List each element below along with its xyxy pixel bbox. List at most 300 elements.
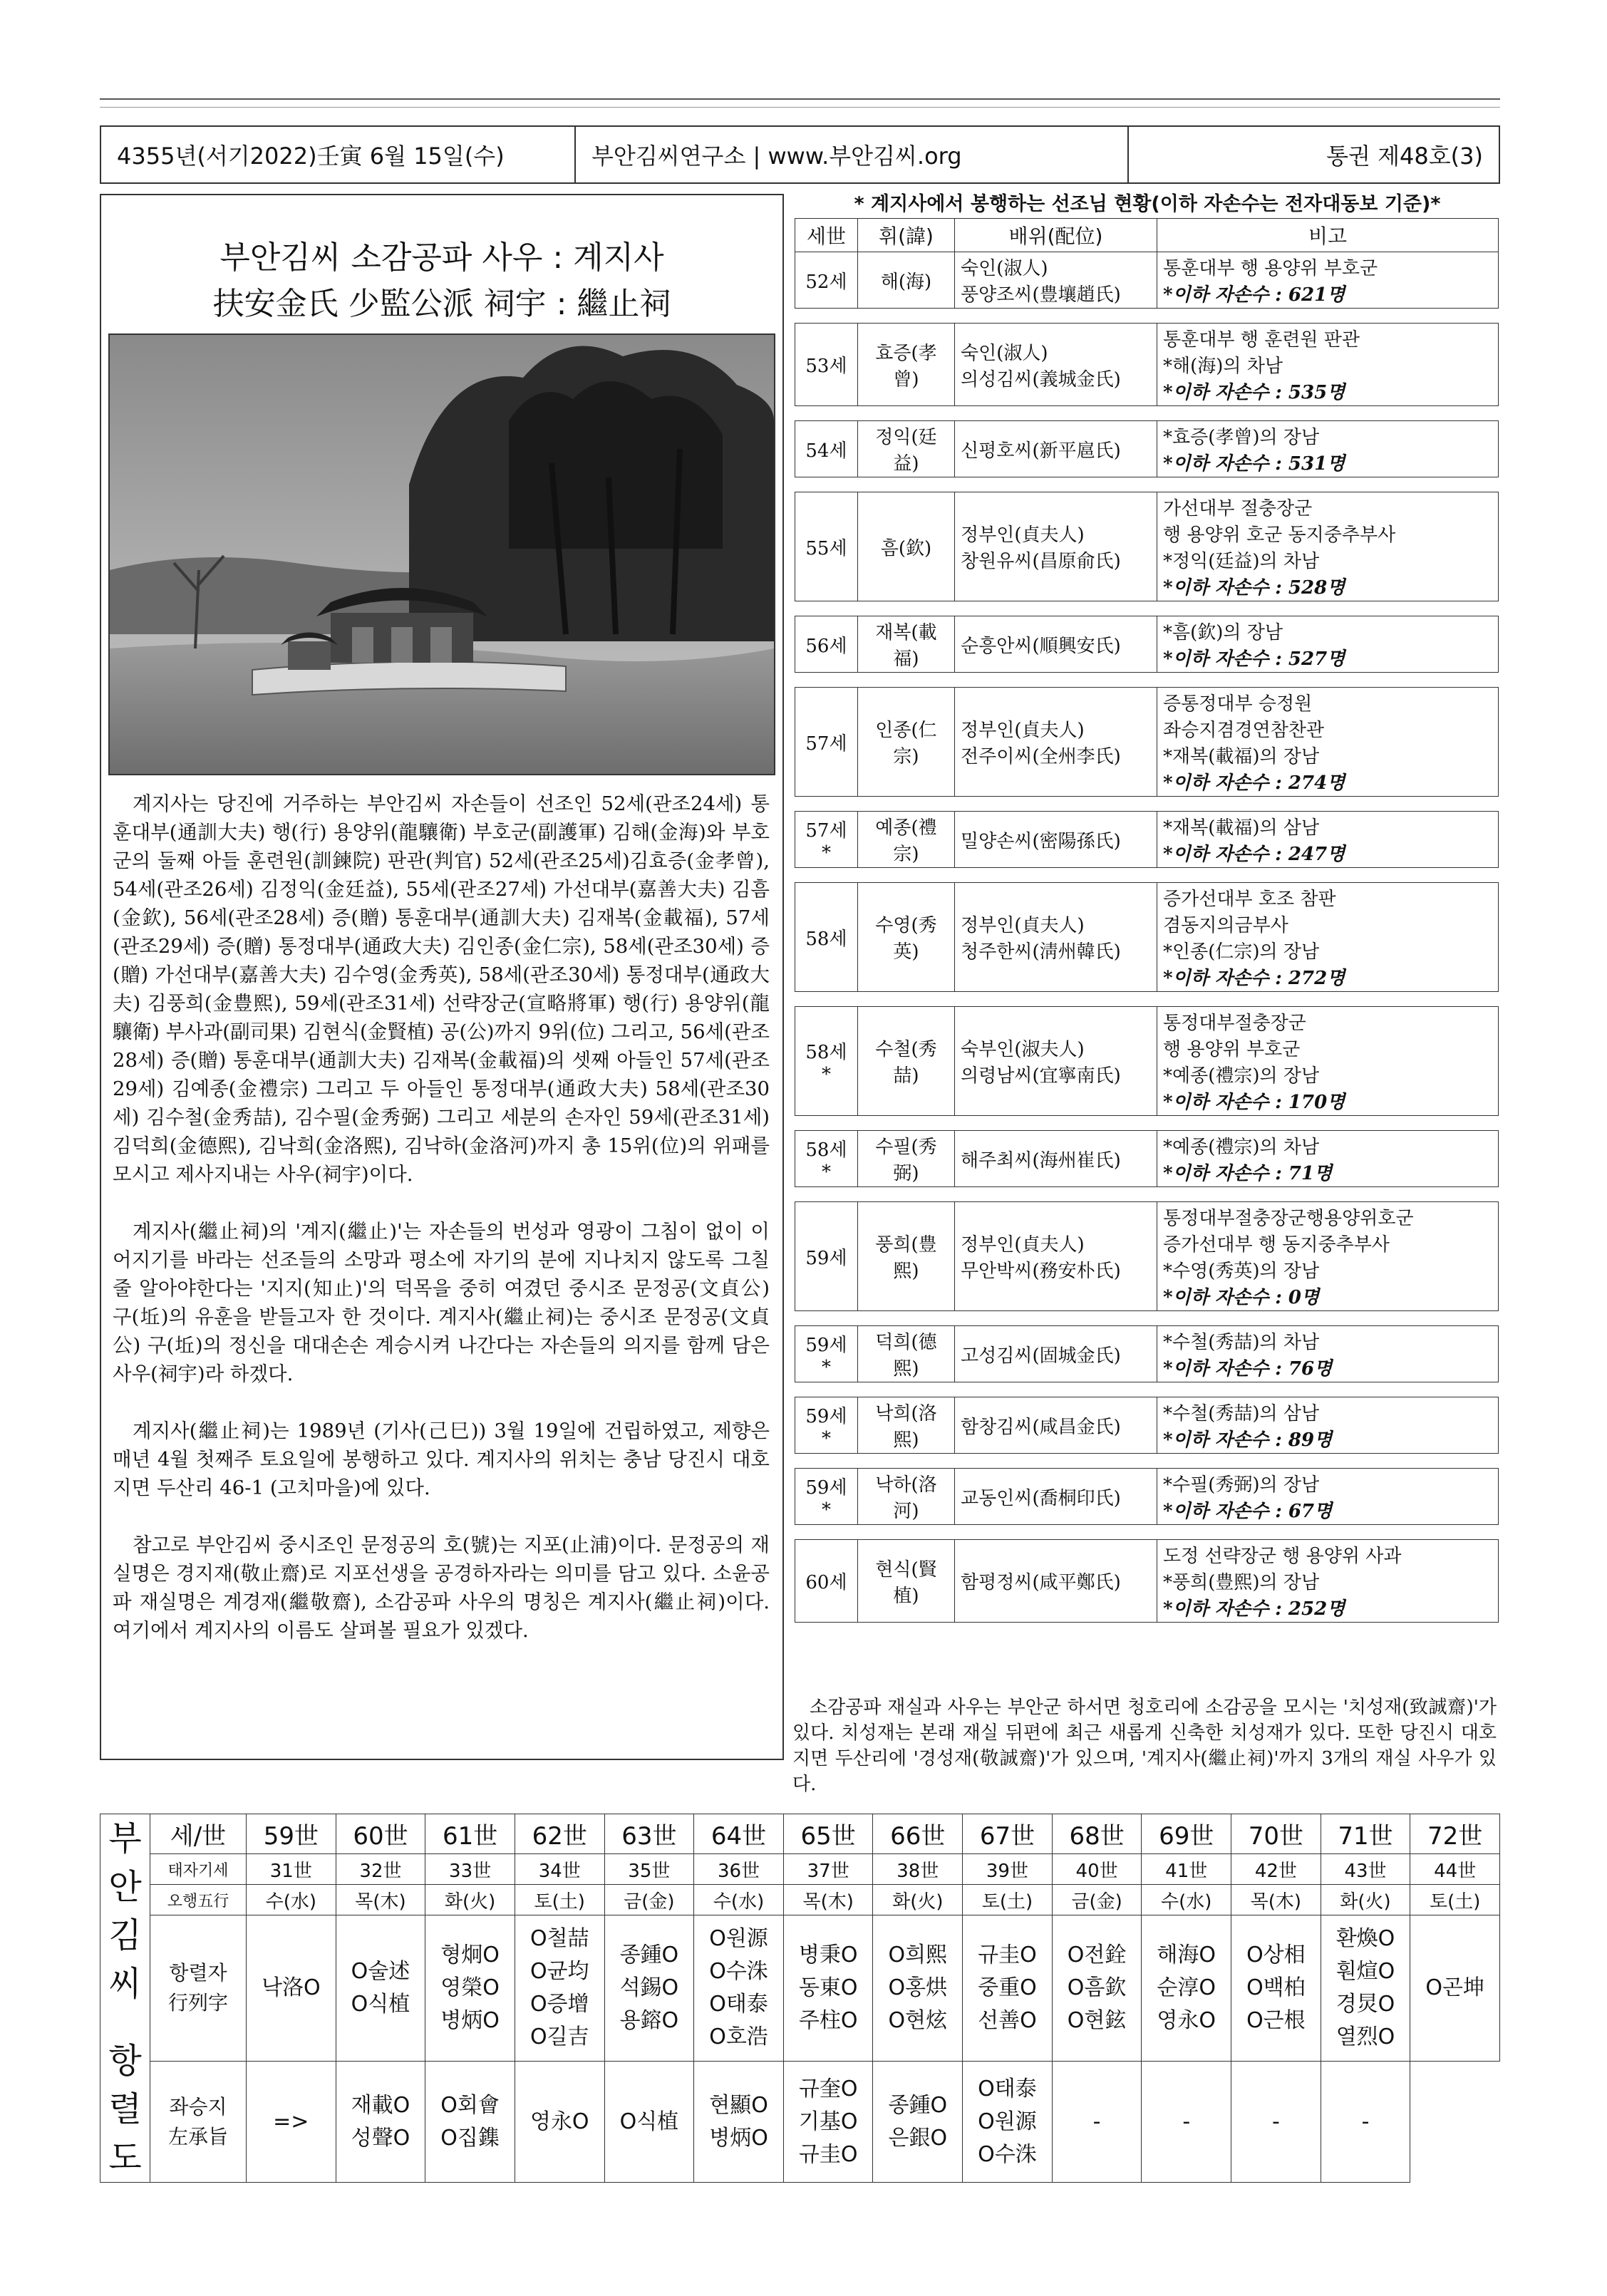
gen-cell: 57세* bbox=[795, 812, 858, 868]
name-cell: 수필(秀弼) bbox=[858, 1131, 955, 1187]
note-line: 행 용양위 호군 동지중추부사 bbox=[1163, 524, 1396, 546]
hang-cell bbox=[1231, 1915, 1321, 2062]
table-row bbox=[795, 1131, 1499, 1187]
hang-char: 중重O bbox=[978, 1975, 1037, 2001]
hang-cell bbox=[515, 1915, 604, 2062]
table-header-row bbox=[795, 219, 1499, 252]
hang-char: O흠欽 bbox=[1067, 1975, 1127, 2001]
spacer-cell bbox=[858, 601, 955, 616]
spacer-cell bbox=[858, 1454, 955, 1469]
note-cell bbox=[1157, 1397, 1499, 1454]
col-name: 휘(諱) bbox=[858, 219, 955, 252]
spacer-cell bbox=[1157, 673, 1499, 688]
spacer-cell bbox=[955, 406, 1157, 421]
jwa-char: - bbox=[1182, 2109, 1191, 2134]
spacer-cell bbox=[795, 406, 858, 421]
gen-cell: 56세 bbox=[795, 616, 858, 673]
gen-row-ohaeng bbox=[100, 1885, 1500, 1915]
jwa-char: 현顯O bbox=[709, 2092, 768, 2118]
note-line: *인종(仁宗)의 장남 bbox=[1163, 941, 1320, 963]
spacer-cell bbox=[1157, 477, 1499, 492]
taeja-cell: 31世 bbox=[247, 1854, 336, 1885]
gen-head: 64世 bbox=[694, 1814, 784, 1854]
spacer-cell bbox=[955, 1454, 1157, 1469]
table-row bbox=[795, 492, 1499, 601]
ohaeng-cell: 토(土) bbox=[1410, 1885, 1500, 1915]
gen-head: 72世 bbox=[1410, 1814, 1500, 1854]
spouse-line: 무안박씨(務安朴氏) bbox=[961, 1261, 1121, 1282]
row-spacer bbox=[795, 1454, 1499, 1469]
spouse-line: 의성김씨(義城金氏) bbox=[961, 368, 1121, 391]
name-cell: 흠(欽) bbox=[858, 492, 955, 601]
spacer-cell bbox=[955, 601, 1157, 616]
article-subtitle: 扶安金氏 少監公派 祠宇 : 繼止祠 bbox=[212, 286, 671, 322]
gen-cell: 53세 bbox=[795, 324, 858, 406]
row-spacer bbox=[795, 1525, 1499, 1540]
spacer-cell bbox=[955, 992, 1157, 1007]
spacer-cell bbox=[795, 1187, 858, 1202]
note-cell bbox=[1157, 812, 1499, 868]
descendant-count: *이하 자손수 : 247명 bbox=[1163, 844, 1345, 865]
note-cell bbox=[1157, 883, 1499, 992]
jwa-label bbox=[150, 2062, 247, 2183]
jwa-cell bbox=[783, 2062, 873, 2183]
spacer-cell bbox=[955, 868, 1157, 883]
hang-char: 환煥O bbox=[1335, 1926, 1395, 1952]
hang-cell bbox=[1321, 1915, 1410, 2062]
hang-cell bbox=[604, 1915, 694, 2062]
gen-cell: 59세* bbox=[795, 1397, 858, 1454]
hang-label-line: 行列字 bbox=[167, 1991, 228, 2015]
taeja-cell: 38世 bbox=[873, 1854, 963, 1885]
spacer-cell bbox=[858, 1116, 955, 1131]
row-spacer bbox=[795, 1311, 1499, 1326]
name-cell: 정익(廷益) bbox=[858, 421, 955, 477]
note-line: 증가선대부 호조 참판 bbox=[1163, 889, 1336, 910]
jwa-char: - bbox=[1092, 2109, 1101, 2134]
ohaeng-cell: 목(木) bbox=[336, 1885, 425, 1915]
header-issue: 통권 제48호(3) bbox=[1326, 143, 1483, 170]
jwa-char: 병炳O bbox=[709, 2125, 768, 2151]
hang-char: 영榮O bbox=[440, 1975, 500, 2001]
note-line: *효증(孝曾)의 장남 bbox=[1163, 427, 1320, 448]
shrine-photo bbox=[108, 333, 775, 775]
jwa-cell bbox=[873, 2062, 963, 2183]
jwa-char: O회會 bbox=[440, 2092, 500, 2118]
taeja-cell: 34世 bbox=[515, 1854, 604, 1885]
hang-char: O백柏 bbox=[1246, 1975, 1306, 2001]
descendant-count: *이하 자손수 : 71명 bbox=[1163, 1163, 1333, 1184]
hang-char: O증增 bbox=[529, 1992, 589, 2017]
name-cell: 수철(秀喆) bbox=[858, 1007, 955, 1116]
table-row bbox=[795, 1326, 1499, 1382]
hang-char: 해海O bbox=[1157, 1943, 1216, 1968]
gen-head-label: 세/世 bbox=[150, 1814, 247, 1854]
note-cell bbox=[1157, 1202, 1499, 1311]
spacer-cell bbox=[858, 868, 955, 883]
article-paragraph: 계지사(繼止祠)는 1989년 (기사(己巳)) 3월 19일에 건립하였고, 제향은 매년 4월 첫째주 토요일에 봉행하고 있다. 계지사의 위치는 충남 당진시 대호지면 두산리 46-1 (고치마을)에 있다. bbox=[113, 1420, 770, 1499]
name-cell: 낙하(洛河) bbox=[858, 1469, 955, 1525]
hang-char: O홍烘 bbox=[888, 1975, 948, 2001]
jwa-char: - bbox=[1361, 2109, 1370, 2134]
table-row bbox=[795, 421, 1499, 477]
spouse-cell bbox=[955, 1469, 1157, 1525]
hang-cell bbox=[336, 1915, 425, 2062]
descendant-count: *이하 자손수 : 89명 bbox=[1163, 1429, 1333, 1451]
spacer-cell bbox=[858, 673, 955, 688]
jwa-cell bbox=[515, 2062, 604, 2183]
ancestors-table bbox=[795, 218, 1499, 1623]
spouse-line: 순흥안씨(順興安氏) bbox=[961, 635, 1121, 657]
shrine-photo-illustration bbox=[110, 335, 774, 774]
ohaeng-cell: 화(火) bbox=[1321, 1885, 1410, 1915]
jwa-cell bbox=[1052, 2062, 1142, 2183]
spacer-cell bbox=[858, 1525, 955, 1540]
spouse-line: 정부인(貞夫人) bbox=[961, 720, 1085, 741]
gen-cell: 59세 bbox=[795, 1202, 858, 1311]
descendant-count: *이하 자손수 : 252명 bbox=[1163, 1598, 1345, 1620]
hang-char: O술述 bbox=[351, 1959, 410, 1985]
gen-row-hang bbox=[100, 1915, 1500, 2062]
hang-char: 영永O bbox=[1157, 2008, 1216, 2034]
spouse-line: 함평정씨(咸平鄭氏) bbox=[961, 1572, 1121, 1593]
row-spacer bbox=[795, 601, 1499, 616]
spacer-cell bbox=[795, 1311, 858, 1326]
descendant-count: *이하 자손수 : 0명 bbox=[1163, 1287, 1320, 1308]
row-spacer bbox=[795, 673, 1499, 688]
row-spacer bbox=[795, 1187, 1499, 1202]
spacer-cell bbox=[1157, 1382, 1499, 1397]
row-spacer bbox=[795, 1116, 1499, 1131]
side-char: 도 bbox=[108, 2138, 142, 2178]
spacer-cell bbox=[795, 1116, 858, 1131]
hang-char: O수洙 bbox=[709, 1959, 768, 1985]
taeja-cell: 42世 bbox=[1231, 1854, 1321, 1885]
note-line: 도정 선략장군 행 용양위 사과 bbox=[1163, 1546, 1402, 1567]
spacer-cell bbox=[795, 992, 858, 1007]
hang-cell bbox=[425, 1915, 515, 2062]
article-paragraph: 계지사(繼止祠)의 '계지(繼止)'는 자손들의 번성과 영광이 그침이 없이 이어지기를 바라는 선조들의 소망과 평소에 자기의 분에 지나치지 않도록 그칠 줄 알아야한다는 '지지(知止)'의 덕목을 중히 여겼던 중시조 문정공(文貞公) 구(坵)의 유훈을 받들고자 한 것이다. 계지사(繼止祠)는 중시조 문정공(文貞公) 구(坵)의 정신을 대대손손 계승시켜 나간다는 자손들의 의지를 함께 담은 사우(祠宇)라 하겠다. bbox=[113, 1220, 770, 1385]
gen-cell: 60세 bbox=[795, 1540, 858, 1623]
side-char: 안 bbox=[108, 1867, 142, 1907]
jwa-cell bbox=[247, 2062, 336, 2183]
jwa-cell bbox=[604, 2062, 694, 2183]
hang-char: O전銓 bbox=[1067, 1943, 1127, 1968]
jwa-cell bbox=[1231, 2062, 1321, 2183]
spouse-cell bbox=[955, 1007, 1157, 1116]
page-header bbox=[100, 125, 1500, 184]
note-cell bbox=[1157, 324, 1499, 406]
spacer-cell bbox=[795, 868, 858, 883]
descendant-count: *이하 자손수 : 272명 bbox=[1163, 968, 1345, 989]
descendant-count: *이하 자손수 : 531명 bbox=[1163, 453, 1345, 475]
table-row bbox=[795, 324, 1499, 406]
jwa-cell bbox=[1321, 2062, 1410, 2183]
jwa-char: => bbox=[273, 2109, 309, 2134]
spouse-line: 신평호씨(新平扈氏) bbox=[961, 440, 1121, 462]
spouse-line: 정부인(貞夫人) bbox=[961, 915, 1085, 936]
jwa-char: O태泰 bbox=[978, 2076, 1037, 2101]
gen-head: 59世 bbox=[247, 1814, 336, 1854]
spacer-cell bbox=[795, 797, 858, 812]
spouse-cell bbox=[955, 1326, 1157, 1382]
jwa-cell bbox=[1142, 2062, 1231, 2183]
spacer-cell bbox=[1157, 1187, 1499, 1202]
spouse-line: 해주최씨(海州崔氏) bbox=[961, 1149, 1121, 1172]
taeja-cell: 41世 bbox=[1142, 1854, 1231, 1885]
gen-row-taeja bbox=[100, 1854, 1500, 1885]
article-body bbox=[113, 790, 770, 1673]
spacer-cell bbox=[1157, 1311, 1499, 1326]
ancestors-table-wrap bbox=[795, 218, 1499, 1623]
header-org: 부안김씨연구소 | www.부안김씨.org bbox=[576, 127, 1129, 182]
gen-head: 68世 bbox=[1052, 1814, 1142, 1854]
ancestors-heading: * 계지사에서 봉행하는 선조님 현황(이하 자손수는 전자대동보 기준)* bbox=[854, 193, 1441, 215]
note-line: *수철(秀喆)의 삼남 bbox=[1163, 1403, 1320, 1424]
table-row bbox=[795, 616, 1499, 673]
gen-head: 63世 bbox=[604, 1814, 694, 1854]
spacer-cell bbox=[858, 477, 955, 492]
jwa-char: 종鍾O bbox=[888, 2092, 948, 2118]
spacer-cell bbox=[858, 797, 955, 812]
spacer-cell bbox=[858, 1187, 955, 1202]
spacer-cell bbox=[1157, 797, 1499, 812]
spouse-line: 풍양조씨(豊壤趙氏) bbox=[961, 284, 1121, 306]
spacer-cell bbox=[955, 797, 1157, 812]
spacer-cell bbox=[955, 1382, 1157, 1397]
hang-char: O곤坤 bbox=[1425, 1975, 1484, 2001]
hang-char: O원源 bbox=[709, 1926, 768, 1952]
ohaeng-cell: 목(木) bbox=[1231, 1885, 1321, 1915]
article-paragraph: 계지사는 당진에 거주하는 부안김씨 자손들이 선조인 52세(관조24세) 통훈대부(通訓大夫) 행(行) 용양위(龍驤衛) 부호군(副護軍) 김해(金海)와 부호군의 둘째 아들 훈련원(訓鍊院) 판관(判官) 52세(관조25세)김효증(金孝曾), 54세(관조26세) 김정익(金廷益), 55세(관조27세) 가선대부(嘉善大夫) 김흠(金欽), 56세(관조28세) 증(贈) 통훈대부(通訓大夫) 김재복(金載福), 57세(관조29세) 증(贈) 통정대부(通政大夫) 김인종(金仁宗), 58세(관조30세) 증(贈) 가선대부(嘉善大夫) 김수영(金秀英), 58세(관조30세) 통정대부(通政大夫) 김풍희(金豊熙), 59세(관조31세) 선략장군(宣略將軍) 행(行) 용양위(龍驤衛) 부사과(副司果) 김현식(金賢植) 공(公)까지 9위(位) 그리고, 56세(관조28세) 증(贈) 통훈대부(通訓大夫) 김재복(金載福)의 셋째 아들인 57세(관조29세) 김예종(金禮宗) 그리고 두 아들인 통정대부(通政大夫) 58세(관조30세) 김수철(金秀喆), 김수필(金秀弼) 그리고 세분의 손자인 59세(관조31세) 김덕희(金德熙), 김낙희(金洛熙), 김낙하(金洛河)까지 총 15위(位)의 위패를 모시고 제사지내는 사우(祠宇)이다. bbox=[113, 792, 770, 1186]
gen-cell: 57세 bbox=[795, 688, 858, 797]
hang-char: 형炯O bbox=[440, 1943, 500, 1968]
ohaeng-cell: 수(水) bbox=[1142, 1885, 1231, 1915]
col-gen: 세世 bbox=[795, 219, 858, 252]
note-cell bbox=[1157, 492, 1499, 601]
hang-char: O희熙 bbox=[888, 1943, 948, 1968]
hang-char: 주柱O bbox=[798, 2008, 858, 2034]
spouse-cell bbox=[955, 688, 1157, 797]
jwa-cell bbox=[425, 2062, 515, 2183]
note-line: 통정대부절충장군행용양위호군 bbox=[1163, 1208, 1414, 1229]
spacer-cell bbox=[955, 1311, 1157, 1326]
hang-cell bbox=[783, 1915, 873, 2062]
hang-char: 선善O bbox=[978, 2008, 1037, 2034]
spacer-cell bbox=[1157, 309, 1499, 324]
side-char: 김 bbox=[108, 1915, 142, 1955]
note-line: 행 용양위 부호군 bbox=[1163, 1039, 1301, 1060]
spouse-cell bbox=[955, 883, 1157, 992]
name-cell: 효증(孝曾) bbox=[858, 324, 955, 406]
side-char: 항 bbox=[108, 2041, 142, 2081]
gen-cell: 54세 bbox=[795, 421, 858, 477]
note-line: *수영(秀英)의 장남 bbox=[1163, 1261, 1320, 1282]
name-cell: 수영(秀英) bbox=[858, 883, 955, 992]
gen-cell: 59세* bbox=[795, 1469, 858, 1525]
taeja-cell: 40世 bbox=[1052, 1854, 1142, 1885]
note-line: *수필(秀弼)의 장남 bbox=[1163, 1474, 1320, 1496]
spouse-line: 밀양손씨(密陽孫氏) bbox=[961, 830, 1121, 852]
hang-char: O식植 bbox=[351, 1992, 410, 2017]
spouse-line: 전주이씨(全州李氏) bbox=[961, 746, 1121, 767]
spacer-cell bbox=[795, 1525, 858, 1540]
hang-char: 훤煊O bbox=[1335, 1959, 1395, 1985]
taeja-cell: 35世 bbox=[604, 1854, 694, 1885]
table-row bbox=[795, 688, 1499, 797]
jwa-label-line: 左承旨 bbox=[167, 2124, 228, 2148]
gen-head: 60世 bbox=[336, 1814, 425, 1854]
note-cell bbox=[1157, 688, 1499, 797]
table-row bbox=[795, 1007, 1499, 1116]
spacer-cell bbox=[1157, 601, 1499, 616]
generation-table bbox=[100, 1814, 1500, 2183]
note-cell bbox=[1157, 1469, 1499, 1525]
jwa-char: O수洙 bbox=[978, 2141, 1037, 2167]
gen-row-header bbox=[100, 1814, 1500, 1854]
hang-label-line: 항렬자 bbox=[169, 1961, 227, 1985]
row-spacer bbox=[795, 477, 1499, 492]
spouse-line: 정부인(貞夫人) bbox=[961, 524, 1085, 546]
spouse-cell bbox=[955, 1540, 1157, 1623]
spouse-cell bbox=[955, 324, 1157, 406]
note-cell bbox=[1157, 616, 1499, 673]
hang-char: O현鉉 bbox=[1067, 2008, 1127, 2034]
ohaeng-cell: 목(木) bbox=[783, 1885, 873, 1915]
jwa-char: 은銀O bbox=[888, 2125, 948, 2151]
jwa-cell bbox=[694, 2062, 784, 2183]
taeja-label: 태자기세 bbox=[150, 1854, 247, 1885]
taeja-cell: 36世 bbox=[694, 1854, 784, 1885]
note-line: 겸동지의금부사 bbox=[1163, 915, 1288, 936]
spacer-cell bbox=[795, 309, 858, 324]
spouse-cell bbox=[955, 1131, 1157, 1187]
gen-head: 70世 bbox=[1231, 1814, 1321, 1854]
hang-char: 순淳O bbox=[1157, 1975, 1216, 2001]
spouse-line: 정부인(貞夫人) bbox=[961, 1234, 1085, 1256]
footnote-box bbox=[785, 1695, 1504, 1795]
spouse-cell bbox=[955, 1397, 1157, 1454]
gen-cell: 58세* bbox=[795, 1131, 858, 1187]
spacer-cell bbox=[858, 309, 955, 324]
hang-char: O근根 bbox=[1246, 2008, 1306, 2034]
spacer-cell bbox=[795, 1382, 858, 1397]
hang-cell bbox=[1052, 1915, 1142, 2062]
jwa-char: 영永O bbox=[529, 2109, 589, 2134]
jwa-char: 기基O bbox=[798, 2109, 858, 2134]
spacer-cell bbox=[795, 601, 858, 616]
ancestors-table-body bbox=[795, 252, 1499, 1623]
hang-label bbox=[150, 1915, 247, 2062]
spouse-cell bbox=[955, 616, 1157, 673]
hang-char: O균均 bbox=[529, 1959, 589, 1985]
gen-cell: 58세* bbox=[795, 1007, 858, 1116]
name-cell: 현식(賢植) bbox=[858, 1540, 955, 1623]
table-row bbox=[795, 812, 1499, 868]
spacer-cell bbox=[955, 1116, 1157, 1131]
note-cell bbox=[1157, 252, 1499, 309]
hang-cell bbox=[963, 1915, 1053, 2062]
hang-cell bbox=[1142, 1915, 1231, 2062]
note-line: *풍희(豊熙)의 장남 bbox=[1163, 1572, 1320, 1593]
note-line: *수철(秀喆)의 차남 bbox=[1163, 1332, 1320, 1353]
hang-char: 종鍾O bbox=[619, 1943, 679, 1968]
spacer-cell bbox=[858, 992, 955, 1007]
name-cell: 재복(載福) bbox=[858, 616, 955, 673]
descendant-count: *이하 자손수 : 274명 bbox=[1163, 772, 1345, 794]
table-row bbox=[795, 1469, 1499, 1525]
taeja-cell: 32世 bbox=[336, 1854, 425, 1885]
gen-head: 65世 bbox=[783, 1814, 873, 1854]
spouse-line: 함창김씨(咸昌金氏) bbox=[961, 1416, 1121, 1438]
taeja-cell: 44世 bbox=[1410, 1854, 1500, 1885]
spacer-cell bbox=[858, 1382, 955, 1397]
ohaeng-cell: 수(水) bbox=[247, 1885, 336, 1915]
ohaeng-cell: 토(土) bbox=[515, 1885, 604, 1915]
spouse-cell bbox=[955, 421, 1157, 477]
spacer-cell bbox=[1157, 868, 1499, 883]
gen-cell: 59세* bbox=[795, 1326, 858, 1382]
hang-cell bbox=[694, 1915, 784, 2062]
row-spacer bbox=[795, 868, 1499, 883]
descendant-count: *이하 자손수 : 621명 bbox=[1163, 284, 1345, 306]
spacer-cell bbox=[858, 406, 955, 421]
note-cell bbox=[1157, 1131, 1499, 1187]
hang-char: 병秉O bbox=[798, 1943, 858, 1968]
jwa-cell bbox=[336, 2062, 425, 2183]
hang-cell bbox=[247, 1915, 336, 2062]
gen-cell: 55세 bbox=[795, 492, 858, 601]
article-title: 부안김씨 소감공파 사우 : 계지사 bbox=[219, 239, 664, 276]
jwa-char: O식植 bbox=[619, 2109, 679, 2134]
hang-char: O상相 bbox=[1246, 1943, 1306, 1968]
jwa-char: O집鏶 bbox=[440, 2125, 500, 2151]
ohaeng-label: 오행五行 bbox=[150, 1885, 247, 1915]
taeja-cell: 43世 bbox=[1321, 1854, 1410, 1885]
note-cell bbox=[1157, 1326, 1499, 1382]
side-label bbox=[100, 1814, 150, 2183]
table-row bbox=[795, 1397, 1499, 1454]
side-char: 씨 bbox=[108, 1964, 142, 2004]
row-spacer bbox=[795, 1382, 1499, 1397]
name-cell: 해(海) bbox=[858, 252, 955, 309]
ohaeng-cell: 수(水) bbox=[694, 1885, 784, 1915]
gen-head: 66世 bbox=[873, 1814, 963, 1854]
jwa-char: - bbox=[1271, 2109, 1280, 2134]
hang-char: O길吉 bbox=[529, 2024, 589, 2050]
name-cell: 예종(禮宗) bbox=[858, 812, 955, 868]
ohaeng-cell: 화(火) bbox=[425, 1885, 515, 1915]
hang-char: 규圭O bbox=[978, 1943, 1037, 1968]
spacer-cell bbox=[1157, 1116, 1499, 1131]
note-line: 증가선대부 행 동지중추부사 bbox=[1163, 1234, 1390, 1256]
spacer-cell bbox=[1157, 992, 1499, 1007]
hang-char: 경炅O bbox=[1335, 1992, 1395, 2017]
row-spacer bbox=[795, 797, 1499, 812]
descendant-count: *이하 자손수 : 67명 bbox=[1163, 1501, 1333, 1522]
taeja-cell: 39世 bbox=[963, 1854, 1053, 1885]
header-date: 4355년(서기2022)壬寅 6월 15일(수) bbox=[101, 127, 576, 182]
name-cell: 낙희(洛熙) bbox=[858, 1397, 955, 1454]
spacer-cell bbox=[795, 477, 858, 492]
top-rule bbox=[100, 98, 1500, 100]
generation-chart bbox=[100, 1814, 1500, 2183]
jwa-label-line: 좌승지 bbox=[169, 2094, 227, 2119]
name-cell: 풍희(豊熙) bbox=[858, 1202, 955, 1311]
spouse-line: 숙부인(淑夫人) bbox=[961, 1039, 1085, 1060]
note-cell bbox=[1157, 1007, 1499, 1116]
hang-char: 병炳O bbox=[440, 2008, 500, 2034]
